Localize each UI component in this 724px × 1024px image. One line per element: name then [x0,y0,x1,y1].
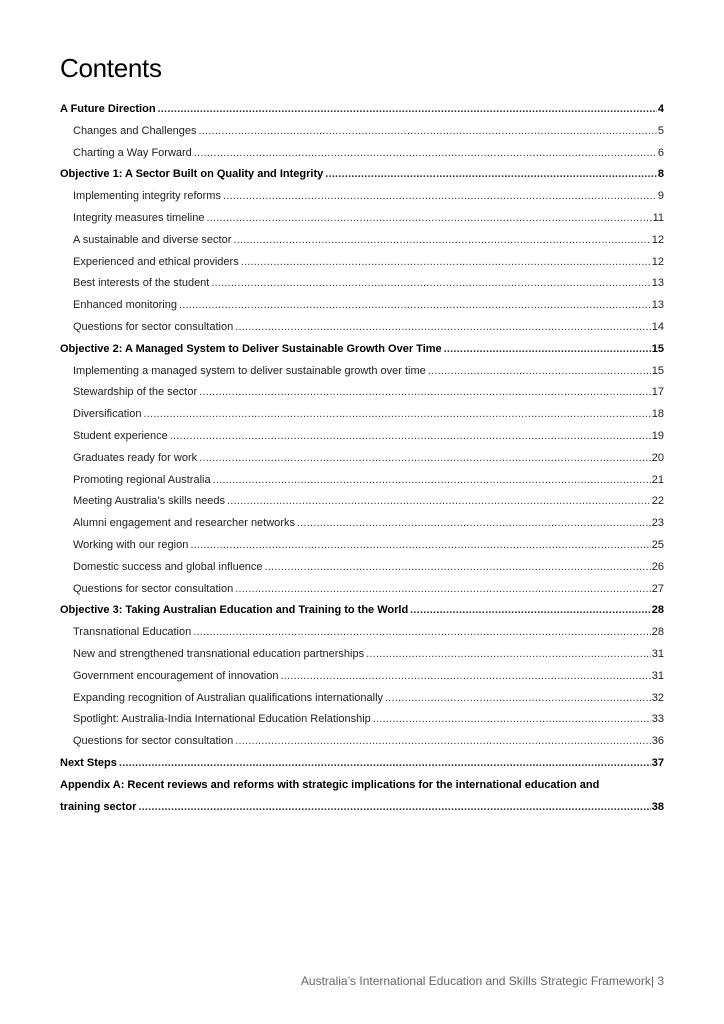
toc-entry[interactable] [60,731,664,753]
toc-entry-page: 11 [652,211,664,224]
toc-entry[interactable] [60,666,664,688]
toc-entry-label: Promoting regional Australia [73,473,211,486]
toc-entry-label: Domestic success and global influence [73,560,263,573]
dot-leader [199,448,651,470]
table-of-contents [60,99,664,818]
dot-leader [170,426,651,448]
toc-entry-page: 31 [651,669,664,682]
toc-entry-page: 18 [651,408,664,421]
toc-entry-page: 28 [651,604,664,617]
toc-entry[interactable] [60,317,664,339]
dot-leader [138,797,650,819]
toc-entry-label: Alumni engagement and researcher networks [73,517,295,530]
toc-entry-label: Appendix A: Recent reviews and reforms with strategic implications for the international education and [60,778,600,791]
toc-entry[interactable] [60,579,664,601]
dot-leader [211,273,650,295]
toc-entry-label: Changes and Challenges [73,124,197,137]
dot-leader [265,557,651,579]
toc-entry[interactable] [60,688,664,710]
toc-entry[interactable] [60,404,664,426]
dot-leader [179,295,651,317]
toc-entry[interactable] [60,164,664,186]
toc-entry[interactable] [60,557,664,579]
toc-entry[interactable] [60,143,664,165]
footer-separator: | [650,974,654,988]
toc-entry-label: Transnational Education [73,626,192,639]
dot-leader [297,513,651,535]
toc-entry[interactable] [60,491,664,513]
toc-entry-page: 5 [657,124,664,137]
toc-entry-label: Implementing a managed system to deliver sustainable growth over time [73,364,426,377]
toc-entry-page: 36 [651,735,664,748]
toc-entry-label: Graduates ready for work [73,451,198,464]
toc-entry-label-continued: training sector [60,800,137,813]
toc-entry-page: 19 [651,429,664,442]
dot-leader [158,99,657,121]
toc-entry-page: 17 [651,386,664,399]
toc-entry-label: Objective 1: A Sector Built on Quality and Integrity [60,168,324,181]
footer-page-number: 3 [657,974,664,988]
toc-entry-label: Expanding recognition of Australian qualifications internationally [73,691,384,704]
dot-leader [428,361,651,383]
toc-entry-label: Charting a Way Forward [73,146,192,159]
toc-entry-page: 33 [651,713,664,726]
page-title: Contents [60,53,162,83]
dot-leader [325,164,657,186]
dot-leader [235,317,651,339]
toc-entry-label: Government encouragement of innovation [73,669,279,682]
toc-entry-label: A sustainable and diverse sector [73,233,232,246]
toc-entry-page: 8 [657,168,664,181]
toc-entry[interactable] [60,644,664,666]
dot-leader [233,230,650,252]
toc-entry[interactable] [60,252,664,274]
dot-leader [373,709,651,731]
toc-entry-page: 13 [651,299,664,312]
toc-entry-label: Integrity measures timeline [73,211,205,224]
toc-entry[interactable] [60,121,664,143]
dot-leader [199,121,657,143]
toc-entry-label: Enhanced monitoring [73,299,177,312]
toc-entry-page: 27 [651,582,664,595]
dot-leader [227,491,651,513]
toc-entry-label: Questions for sector consultation [73,582,234,595]
dot-leader [190,535,650,557]
toc-entry-appendix[interactable] [60,775,664,819]
toc-entry-page: 9 [657,190,664,203]
toc-entry-page: 21 [651,473,664,486]
toc-entry-page: 15 [651,364,664,377]
toc-entry[interactable] [60,273,664,295]
dot-leader [199,382,651,404]
dot-leader [235,579,651,601]
toc-entry[interactable] [60,709,664,731]
toc-entry-label: Working with our region [73,538,189,551]
toc-entry-label: Student experience [73,429,168,442]
dot-leader [410,600,651,622]
toc-entry-label: Objective 3: Taking Australian Education and Training to the World [60,604,409,617]
toc-entry[interactable] [60,448,664,470]
toc-entry-page: 31 [651,647,664,660]
toc-entry[interactable] [60,426,664,448]
toc-entry-page: 12 [651,255,664,268]
toc-entry-page: 12 [651,233,664,246]
toc-entry-page: 23 [651,517,664,530]
toc-entry[interactable] [60,339,664,361]
toc-entry-label: Spotlight: Australia-India International Education Relationship [73,713,371,726]
toc-entry-label: Diversification [73,408,142,421]
toc-entry-page: 14 [651,320,664,333]
toc-entry[interactable] [60,470,664,492]
toc-entry-label: Meeting Australia’s skills needs [73,495,226,508]
toc-entry-label: New and strengthened transnational education partnerships [73,647,365,660]
dot-leader [223,186,657,208]
toc-entry-page: 26 [651,560,664,573]
dot-leader [366,644,651,666]
toc-entry[interactable] [60,295,664,317]
toc-entry-page: 28 [651,626,664,639]
toc-entry-label: Next Steps [60,756,117,769]
toc-entry[interactable] [60,208,664,230]
toc-entry[interactable] [60,99,664,121]
toc-entry[interactable] [60,382,664,404]
toc-entry-page: 37 [651,756,664,769]
toc-entry[interactable] [60,622,664,644]
toc-entry-page: 6 [657,146,664,159]
toc-entry[interactable] [60,361,664,383]
toc-entry-label: Experienced and ethical providers [73,255,239,268]
dot-leader [385,688,651,710]
dot-leader [206,208,651,230]
toc-entry-label: A Future Direction [60,103,156,115]
dot-leader [119,753,651,775]
dot-leader [194,143,657,165]
toc-entry-page: 4 [657,103,664,115]
toc-entry-label: Implementing integrity reforms [73,190,221,203]
dot-leader [235,731,651,753]
toc-entry-page: 13 [651,277,664,290]
toc-entry-page: 25 [651,538,664,551]
toc-entry[interactable] [60,600,664,622]
toc-entry[interactable] [60,535,664,557]
toc-entry-label: Questions for sector consultation [73,735,234,748]
toc-entry[interactable] [60,230,664,252]
toc-entry-label: Stewardship of the sector [73,386,198,399]
toc-entry[interactable] [60,513,664,535]
dot-leader [213,470,651,492]
dot-leader [280,666,650,688]
toc-entry[interactable] [60,186,664,208]
toc-entry-label: Questions for sector consultation [73,320,234,333]
dot-leader [143,404,650,426]
toc-entry-page: 22 [651,495,664,508]
toc-entry-label: Best interests of the student [73,277,210,290]
dot-leader [193,622,651,644]
dot-leader [241,252,651,274]
dot-leader [444,339,651,361]
toc-entry[interactable] [60,753,664,775]
toc-entry-page: 38 [651,800,664,813]
toc-entry-page: 15 [651,342,664,355]
toc-entry-page: 20 [651,451,664,464]
page-footer [301,974,664,988]
toc-entry-page: 32 [651,691,664,704]
toc-entry-label: Objective 2: A Managed System to Deliver Sustainable Growth Over Time [60,342,442,355]
footer-document-title: Australia’s International Education and Skills Strategic Framework [300,974,651,988]
